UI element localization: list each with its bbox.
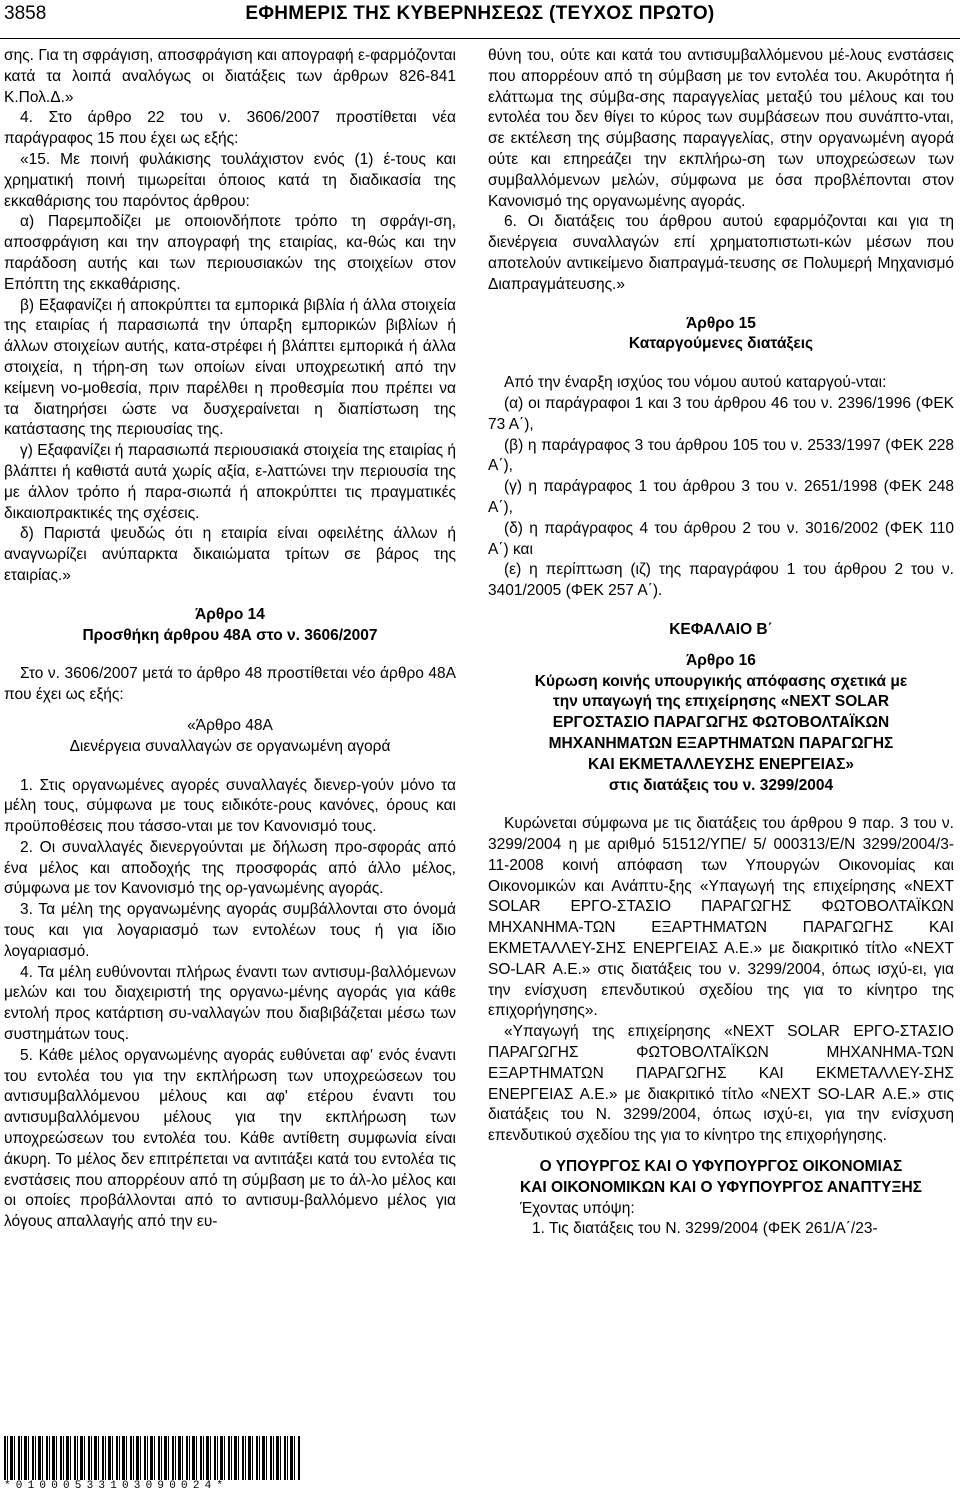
paragraph: «Υπαγωγή της επιχείρησης «NEXT SOLAR ΕΡΓΟ-ΣΤΑΣΙΟ ΠΑΡΑΓΩΓΗΣ ΦΩΤΟΒΟΛΤΑΪΚΩΝ ΜΗΧΑΝΗΜΑ-ΤΩΝ ΕΞΑΡΤΗΜΑΤΩΝ ΠΑΡΑΓΩΓΗΣ ΚΑΙ ΕΚΜΕΤΑΛΛΕΥ-ΣΗΣ ΕΝΕΡΓΕΙΑΣ Α.Ε.» με διακριτικό τίτλο «NEXT SO-LAR Α.Ε.» στις διατάξεις του Ν. 3299/2004, όπως ισχύ-ει, για την ενίσχυση επενδυτικού σχεδίου της για το κίνητρο της επιχορήγησης. <box>488 1023 954 1145</box>
spacer <box>4 758 456 776</box>
signatories-heading: ΚΑΙ ΟΙΚΟΝΟΜΙΚΩΝ ΚΑΙ Ο ΥΦΥΠΟΥΡΓΟΣ ΑΝΑΠΤΥΞΗΣ <box>520 1178 922 1196</box>
article-14-title: Άρθρο 14 <box>195 605 265 623</box>
right-column <box>488 46 954 1240</box>
spacer <box>4 587 456 605</box>
spacer <box>4 706 456 716</box>
barcode-number: *01000533103090024* <box>4 1480 229 1492</box>
article-15-subtitle: Καταργούμενες διατάξεις <box>628 335 814 353</box>
page-number: 3858 <box>4 3 47 24</box>
barcode <box>4 1436 300 1480</box>
article-16-subtitle: Κύρωση κοινής υπουργικής απόφασης σχετικά με <box>534 672 908 690</box>
spacer <box>488 602 954 620</box>
paragraph: α) Παρεμποδίζει με οποιονδήποτε τρόπο τη σφράγι-ση, αποσφράγιση και την απογραφή της εταιρίας, κα-θώς και την παράδοση αυτής και των περιουσιακών της στοιχείων στον Επόπτη της εκκαθάρισης. <box>4 213 456 293</box>
article-16-title: Άρθρο 16 <box>686 651 756 669</box>
paragraph: 6. Οι διατάξεις του άρθρου αυτού εφαρμόζονται και για τη διενέργεια συναλλαγών επί χρηματοπιστωτι-κών μέσων που αποτελούν αντικείμενο διαπραγμά-τευσης σε Πολυμερή Μηχανισμό Διαπραγμάτευσης.» <box>488 213 954 293</box>
article-48a-title: «Άρθρο 48Α <box>187 716 273 734</box>
paragraph: 2. Οι συναλλαγές διενεργούνται με δήλωση προ-σφοράς από ένα μέλος και αποδοχής της προσφοράς από άλλο μέλος, σύμφωνα με τον Κανονισμό της ορ-γανωμένης αγοράς. <box>4 838 456 898</box>
article-15-title: Άρθρο 15 <box>686 314 756 332</box>
paragraph: «15. Με ποινή φυλάκισης τουλάχιστον ενός (1) έ-τους και χρηματική ποινή τιμωρείται όποιος κατά τη διαδικασία της εκκαθάρισης του παρόντος άρθρου: <box>4 150 456 210</box>
having-in-mind: Έχοντας υπόψη: <box>520 1199 635 1217</box>
paragraph: 5. Κάθε μέλος οργανωμένης αγοράς ευθύνεται αφ' ενός έναντι του εντολέα του για την εκπλήρωση των υποχρεώσεων του αντισυμβαλλόμενου μέλους και αφ' ετέρου έναντι του αντισυμβαλλόμενου μέλους για την εκπλήρωση των υποχρεώσεων του εντολέα του. Κάθε αντίθετη συμφωνία είναι άκυρη. Το μέλος δεν επιτρέπεται να αντιτάξει κατά του εντολέα τις ενστάσεις που απορρέουν από τη σύμβαση με το άλ-λο μέλος και οι οποίες προβάλλονται από το αντισυμ-βαλλόμενο μέλος για λόγους απαλλαγής από την ευ- <box>4 1046 456 1231</box>
list-item: (β) η παράγραφος 3 του άρθρου 105 του ν. 2533/1997 (ΦΕΚ 228 Α΄), <box>488 436 954 475</box>
paragraph: Κυρώνεται σύμφωνα με τις διατάξεις του άρθρου 9 παρ. 3 του ν. 3299/2004 η με αριθμό 51512/ΥΠΕ/ 5/ 000313/Ε/Ν 3299/2004/3-11-2008 κοινή απόφαση των Υπουργών Οικονομίας και Οικονομικών και Ανάπτυ-ξης «Υπαγωγή της επιχείρησης «NEXT SOLAR ΕΡΓΟ-ΣΤΑΣΙΟ ΠΑΡΑΓΩΓΗΣ ΦΩΤΟΒΟΛΤΑΪΚΩΝ ΜΗΧΑΝΗΜΑ-ΤΩΝ ΕΞΑΡΤΗΜΑΤΩΝ ΠΑΡΑΓΩΓΗΣ ΚΑΙ ΕΚΜΕΤΑΛΛΕΥ-ΣΗΣ ΕΝΕΡΓΕΙΑΣ Α.Ε.» με διακριτικό τίτλο «NEXT SO-LAR Α.Ε.» στις διατάξεις του ν. 3299/2004, όπως ισχύ-ει, για την ενίσχυση επενδυτικού σχεδίου της για το κίνητρο της επιχορήγησης». <box>488 815 954 1020</box>
list-item: (α) οι παράγραφοι 1 και 3 του άρθρου 46 του ν. 2396/1996 (ΦΕΚ 73 Α΄), <box>488 394 954 433</box>
article-48a-subtitle: Διενέργεια συναλλαγών σε οργανωμένη αγορά <box>69 737 391 755</box>
consideration-item: 1. Τις διατάξεις του Ν. 3299/2004 (ΦΕΚ 261/Α΄/23- <box>532 1220 878 1238</box>
list-item: (ε) η περίπτωση (ιζ) της παραγράφου 1 του άρθρου 2 του ν. 3401/2005 (ΦΕΚ 257 Α΄). <box>488 561 954 600</box>
article-16-subtitle: την υπαγωγή της επιχείρησης «NEXT SOLAR <box>552 693 890 711</box>
paragraph: 4. Τα μέλη ευθύνονται πλήρως έναντι των αντισυμ-βαλλόμενων μελών και του διαχειριστή της οργανω-μένης αγοράς για κάθε εντολή προς κατάρτιση συ-ναλλαγών που διαβιβάζεται μέσω των συστημάτων τους. <box>4 963 456 1044</box>
paragraph: 3. Τα μέλη της οργανωμένης αγοράς συμβάλλονται στο όνομά τους και για λογαριασμό των εντολέων τους ή για ίδιο λογαριασμό. <box>4 901 456 960</box>
paragraph: 1. Στις οργανωμένες αγορές συναλλαγές διενερ-γούν μόνο τα μέλη τους, σύμφωνα με τους ειδικότε-ρους κανόνες, όρους και προϋποθέσεις που τάσσο-νται με τον Κανονισμό τους. <box>4 776 456 836</box>
spacer <box>488 1147 954 1157</box>
gazette-header <box>0 0 960 39</box>
chapter-heading: ΚΕΦΑΛΑΙΟ Β΄ <box>669 620 773 638</box>
paragraph: β) Εξαφανίζει ή αποκρύπτει τα εμπορικά βιβλία ή άλλα στοιχεία της εταιρίας ή παρασιωπά την ύπαρξη εμπορικών βιβλίων ή άλλων στοιχείων αυτής, κατα-στρέφει ή βλάπτει εμπορικά ή άλλα στοιχεία, η τήρη-ση των οποίων είναι υποχρεωτική από την κείμενη νο-μοθεσία, πριν παρέλθει η προθεσμία που πρέπει να τα διατηρήσει ώστε να δυσχεραίνεται η διαπίστωση της κατάστασης της περιουσίας της. <box>4 296 456 439</box>
spacer <box>488 355 954 373</box>
paragraph: σης. Για τη σφράγιση, αποσφράγιση και απογραφή ε-φαρμόζονται κατά τα λοιπά αναλόγως οι διατάξεις των άρθρων 826-841 Κ.Πολ.Δ.» <box>4 47 456 106</box>
spacer <box>4 646 456 664</box>
article-16-subtitle: ΕΡΓΟΣΤΑΣΙΟ ΠΑΡΑΓΩΓΗΣ ΦΩΤΟΒΟΛΤΑΪΚΩΝ <box>552 714 890 732</box>
paragraph: Από την έναρξη ισχύος του νόμου αυτού καταργού-νται: <box>504 374 887 392</box>
article-16-subtitle: ΜΗΧΑΝΗΜΑΤΩΝ ΕΞΑΡΤΗΜΑΤΩΝ ΠΑΡΑΓΩΓΗΣ <box>548 734 894 752</box>
article-14-subtitle: Προσθήκη άρθρου 48Α στο ν. 3606/2007 <box>82 626 378 644</box>
list-item: (γ) η παράγραφος 1 του άρθρου 3 του ν. 2651/1998 (ΦΕΚ 248 Α΄), <box>488 478 954 516</box>
paragraph: Στο ν. 3606/2007 μετά το άρθρο 48 προστίθεται νέο άρθρο 48Α που έχει ως εξής: <box>4 665 456 704</box>
spacer <box>488 641 954 651</box>
article-16-subtitle: στις διατάξεις του ν. 3299/2004 <box>608 776 834 794</box>
article-16-subtitle: ΚΑΙ ΕΚΜΕΤΑΛΛΕΥΣΗΣ ΕΝΕΡΓΕΙΑΣ» <box>587 755 855 773</box>
paragraph: θύνη του, ούτε και κατά του αντισυμβαλλόμενου μέ-λους ενστάσεις που απορρέουν από τη σύμβαση με τον εντολέα του. Ακυρότητα ή ελάττωμα της σύμβα-σης παραγγελίας μεταξύ του μέλους και του εντολέα του δεν θίγει το κύρος των συμβάσεων που συνάπτο-νται, σε εκτέλεση της σύμβασης παραγγελίας, στην οργανωμένη αγορά ούτε και επηρεάζει την εκπλήρω-ση των υποχρεώσεων των συμβαλλόμενων μελών, σύμφωνα με όσα προβλέπονται στον Κανονισμό της οργανωμένης αγοράς. <box>488 47 954 210</box>
barcode-bars <box>4 1436 300 1480</box>
signatories-heading: Ο ΥΠΟΥΡΓΟΣ ΚΑΙ Ο ΥΦΥΠΟΥΡΓΟΣ ΟΙΚΟΝΟΜΙΑΣ <box>539 1158 903 1176</box>
paragraph: γ) Εξαφανίζει ή παρασιωπά περιουσιακά στοιχεία της εταιρίας ή βλάπτει ή καθιστά αυτά χωρίς αξία, ε-λαττώνει την περιουσία της με άλλον τρόπο ή παρα-σιωπά ή αποκρύπτει τις πραγματικές δικαιοπρακτικές της σχέσεις. <box>4 442 456 522</box>
paragraph: δ) Παριστά ψευδώς ότι η εταιρία είναι οφειλέτης άλλων ή αναγνωρίζει ανύπαρκτα δικαιώματα τρίτων σε βάρος της εταιρίας.» <box>4 525 456 584</box>
spacer <box>488 796 954 814</box>
gazette-title: ΕΦΗΜΕΡΙΣ ΤΗΣ ΚΥΒΕΡΝΗΣΕΩΣ (ΤΕΥΧΟΣ ΠΡΩΤΟ) <box>245 3 715 24</box>
list-item: (δ) η παράγραφος 4 του άρθρου 2 του ν. 3016/2002 (ΦΕΚ 110 Α΄) και <box>488 519 954 558</box>
spacer <box>488 296 954 314</box>
left-column <box>4 46 456 1233</box>
paragraph: 4. Στο άρθρο 22 του ν. 3606/2007 προστίθεται νέα παράγραφος 15 που έχει ως εξής: <box>4 109 456 148</box>
